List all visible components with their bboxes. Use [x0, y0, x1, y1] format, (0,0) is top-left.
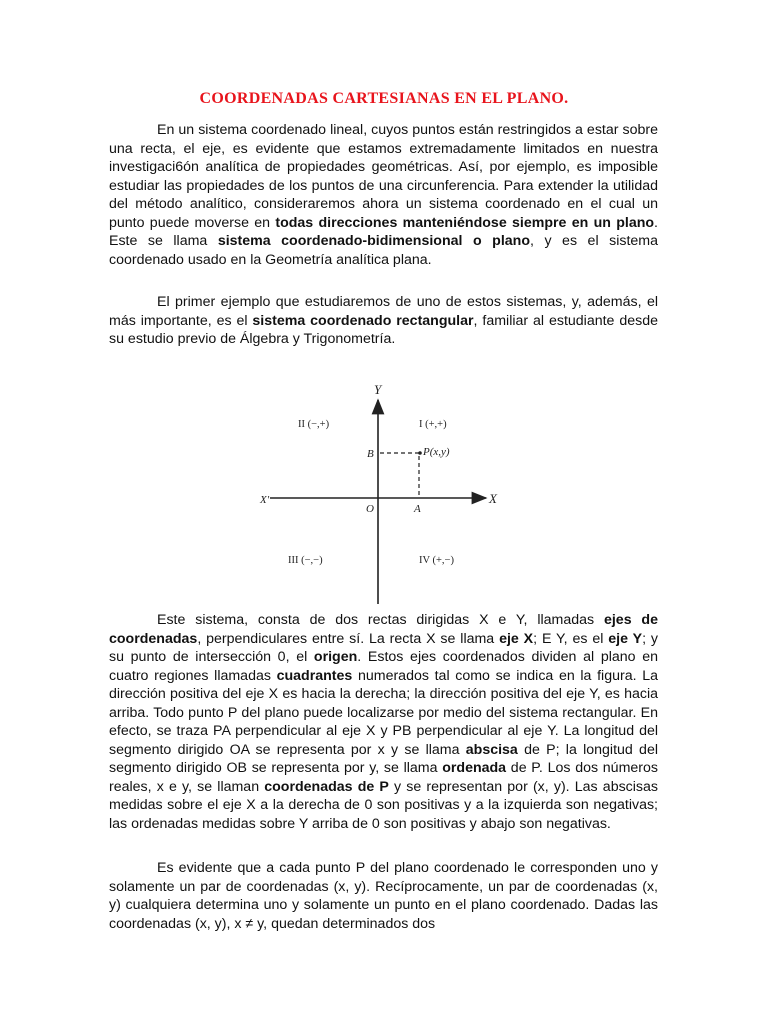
- point-a-label: A: [414, 503, 421, 515]
- paragraph-correspondence: Es evidente que a cada punto P del plano coordenado le corresponden uno y solamente un par de coordenadas (x, y). Recíprocamente, un par de coordenadas (x, y) cualquiera determina uno y solamente un punto en el plano coordenado. Dadas las coordenadas (x, y), x ≠ y, quedan determinados dos: [109, 860, 658, 932]
- paragraph-rectangular-system: El primer ejemplo que estudiaremos de uno de estos sistemas, y, además, el más importante, es el sistema coordenado rectangular, familiar al estudiante desde su estudio previo de Álgebra y Trigonometría.: [109, 294, 658, 347]
- coordinate-axes-figure: [258, 380, 508, 608]
- x-axis-label: X: [489, 491, 497, 506]
- point-p-marker: [418, 451, 422, 455]
- point-b-label: B: [367, 448, 374, 460]
- paragraph-intro: En un sistema coordenado lineal, cuyos puntos están restringidos a estar sobre una recta, el eje, es evidente que estamos extremadamente limitados en nuestra investigaci6ón analítica de propiedades geométricas. Así, por ejemplo, es imposible estudiar las propiedades de los puntos de una circunferencia. Para extender la utilidad del método analítico, consideraremos ahora un sistema coordenado en el cual un punto puede moverse en todas direcciones manteniéndose siempre en un plano. Este se llama sistema coordenado-bidimensional o plano, y es el sistema coordenado usado en la Geometría analítica plana.: [109, 122, 658, 268]
- quadrant-4-label: IV (+,−): [419, 555, 454, 566]
- quadrant-2-label: II (−,+): [298, 419, 330, 430]
- page-title: COORDENADAS CARTESIANAS EN EL PLANO.: [199, 90, 569, 107]
- point-p-label: P(x,y): [423, 446, 450, 458]
- quadrant-3-label: III (−,−): [288, 555, 323, 566]
- x-negative-label: X': [260, 494, 270, 506]
- quadrant-1-label: I (+,+): [419, 419, 447, 430]
- origin-label: O: [366, 503, 374, 515]
- paragraph-axes-description: Este sistema, consta de dos rectas dirigidas X e Y, llamadas ejes de coordenadas, perpendiculares entre sí. La recta X se llama eje X; E Y, es el eje Y; y su punto de intersección 0, el origen. Estos ejes coordenados dividen al plano en cuatro regiones llamadas cuadrantes numerados tal como se indica en la figura. La dirección positiva del eje X es hacia la derecha; la dirección positiva del eje Y, es hacia arriba. Todo punto P del plano puede localizarse por medio del sistema rectangular. En efecto, se traza PA perpendicular al eje X y PB perpendicular al eje Y. La longitud del segmento dirigido OA se representa por x y se llama abscisa de P; la longitud del segmento dirigido OB se representa por y, se llama ordenada de P. Los dos números reales, x e y, se llaman coordenadas de P y se representan por (x, y). Las abscisas medidas sobre el eje X a la derecha de 0 son positivas y a la izquierda son negativas; las ordenadas medidas sobre Y arriba de 0 son positivas y abajo son negativas.: [109, 612, 659, 832]
- y-axis-label: Y: [374, 382, 382, 397]
